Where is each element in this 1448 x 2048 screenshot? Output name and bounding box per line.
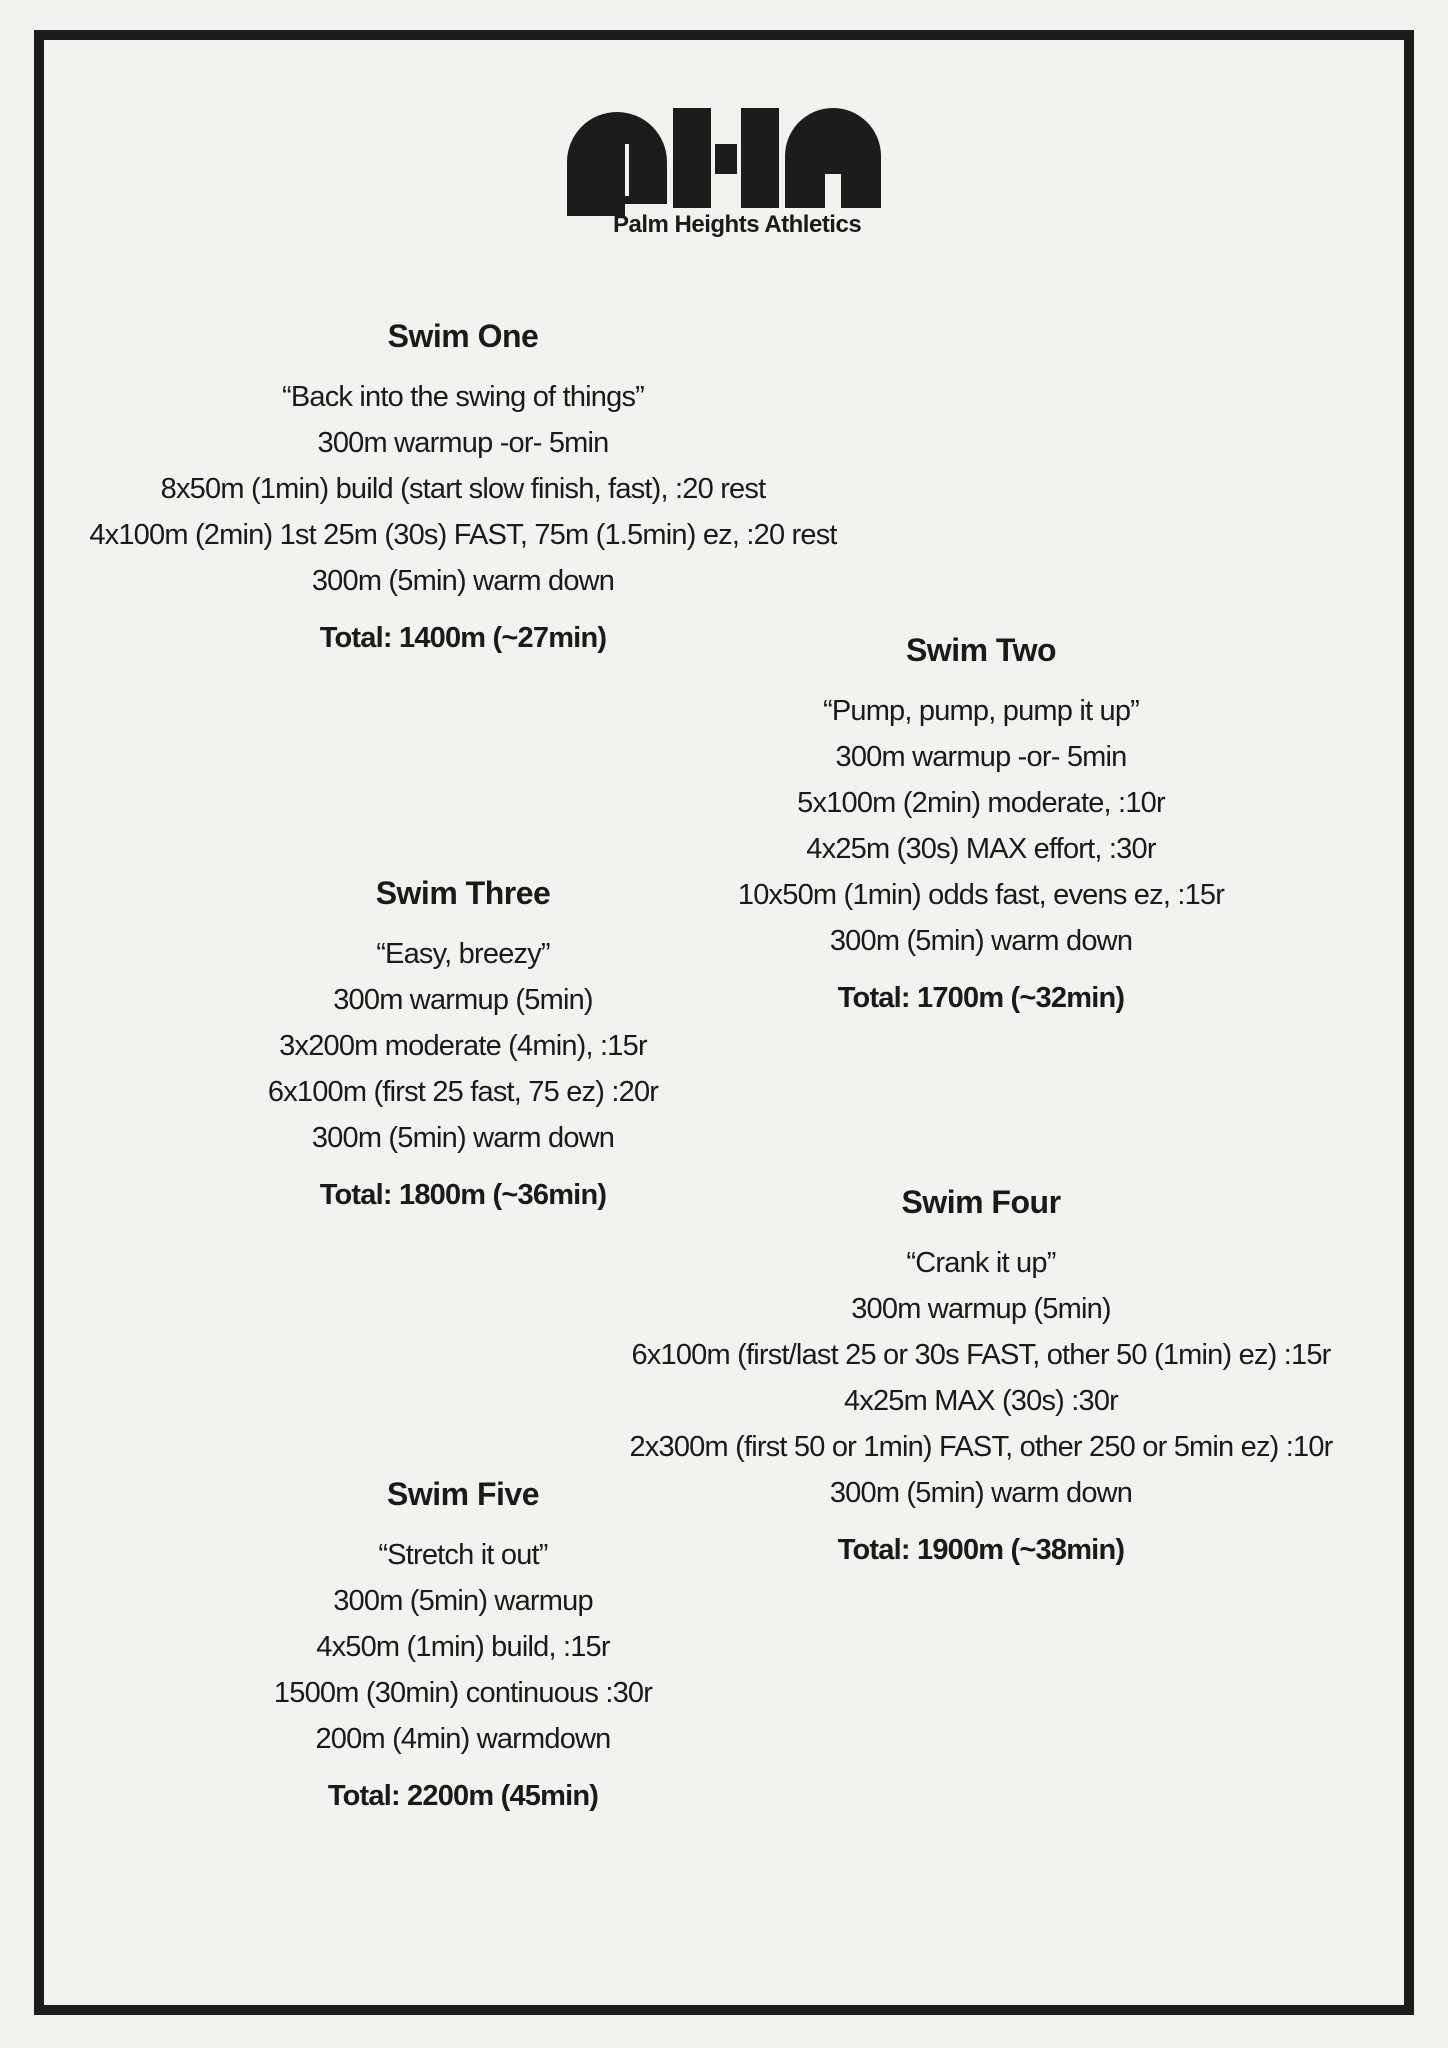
swim-total: Total: 1700m (~32min) bbox=[837, 982, 1125, 1014]
swim-five-block bbox=[274, 1474, 652, 1816]
swim-set: 300m warmup (5min) bbox=[851, 1293, 1111, 1325]
swim-one-block bbox=[89, 316, 836, 658]
swim-title: Swim Four bbox=[901, 1184, 1061, 1220]
swim-set: 4x25m (30s) MAX effort, :30r bbox=[806, 833, 1156, 865]
swim-set: 5x100m (2min) moderate, :10r bbox=[797, 787, 1165, 819]
swim-quote: “Stretch it out” bbox=[378, 1539, 548, 1571]
swim-set: 4x25m MAX (30s) :30r bbox=[843, 1385, 1119, 1417]
swim-set: 4x50m (1min) build, :15r bbox=[316, 1631, 610, 1663]
brand-name: Palm Heights Athletics bbox=[613, 211, 862, 238]
swim-three-block bbox=[268, 873, 658, 1215]
swim-set: 200m (4min) warmdown bbox=[315, 1723, 611, 1755]
swim-set: 300m (5min) warm down bbox=[829, 925, 1133, 957]
swim-quote: “Back into the swing of things” bbox=[281, 381, 645, 413]
swim-four-block bbox=[629, 1182, 1332, 1570]
swim-set: 2x300m (first 50 or 1min) FAST, other 250 or 5min ez) :10r bbox=[629, 1431, 1333, 1463]
swim-set: 300m (5min) warm down bbox=[311, 1122, 615, 1154]
swim-set: 300m warmup (5min) bbox=[333, 984, 593, 1016]
swim-total: Total: 1400m (~27min) bbox=[319, 622, 607, 654]
swim-total: Total: 1800m (~36min) bbox=[319, 1179, 607, 1211]
swim-set: 4x100m (2min) 1st 25m (30s) FAST, 75m (1.5min) ez, :20 rest bbox=[89, 519, 837, 551]
swim-quote: “Crank it up” bbox=[906, 1247, 1056, 1279]
swim-set: 300m warmup -or- 5min bbox=[835, 741, 1127, 773]
swim-set: 6x100m (first/last 25 or 30s FAST, other 50 (1min) ez) :15r bbox=[631, 1339, 1331, 1371]
swim-set: 6x100m (first 25 fast, 75 ez) :20r bbox=[267, 1076, 659, 1108]
swim-title: Swim One bbox=[387, 318, 539, 354]
swim-title: Swim Five bbox=[387, 1476, 539, 1512]
swim-set: 300m (5min) warm down bbox=[829, 1477, 1133, 1509]
swim-set: 3x200m moderate (4min), :15r bbox=[279, 1030, 647, 1062]
swim-set: 1500m (30min) continuous :30r bbox=[273, 1677, 653, 1709]
swim-set: 10x50m (1min) odds fast, evens ez, :15r bbox=[737, 879, 1225, 911]
swim-quote: “Easy, breezy” bbox=[376, 938, 550, 970]
swim-set: 300m warmup -or- 5min bbox=[317, 427, 609, 459]
swim-set: 8x50m (1min) build (start slow finish, fast), :20 rest bbox=[160, 473, 766, 505]
swim-set: 300m (5min) warm down bbox=[311, 565, 615, 597]
swim-title: Swim Three bbox=[375, 875, 551, 911]
swim-total: Total: 2200m (45min) bbox=[327, 1780, 599, 1812]
swim-set: 300m (5min) warmup bbox=[333, 1585, 593, 1617]
pha-monogram-icon bbox=[565, 104, 891, 216]
swim-quote: “Pump, pump, pump it up” bbox=[822, 695, 1140, 727]
swim-total: Total: 1900m (~38min) bbox=[837, 1534, 1125, 1566]
swim-title: Swim Two bbox=[905, 632, 1057, 668]
swim-two-block bbox=[738, 630, 1224, 1018]
brand-logo bbox=[565, 104, 891, 244]
